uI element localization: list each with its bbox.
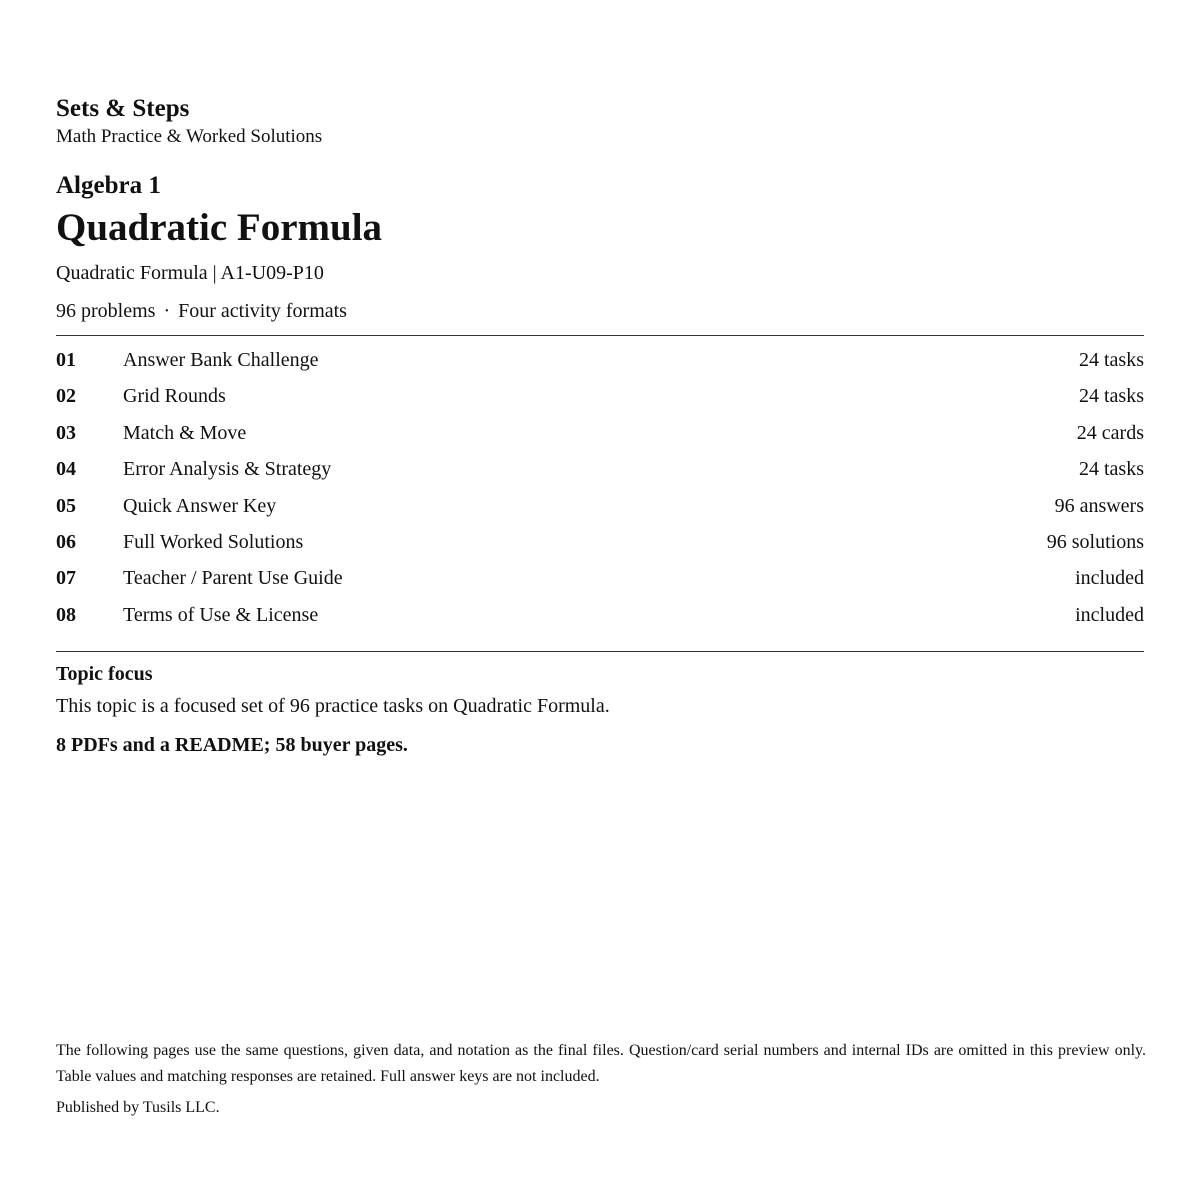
brand-tagline: Math Practice & Worked Solutions xyxy=(56,126,323,147)
contents-row xyxy=(56,597,1144,633)
contents-count: 96 solutions xyxy=(1046,530,1144,553)
contents-label: Error Analysis & Strategy xyxy=(123,458,332,481)
contents-count: included xyxy=(1075,603,1144,626)
contents-number: 03 xyxy=(56,421,76,444)
contents-label: Terms of Use & License xyxy=(123,603,319,626)
contents-label: Grid Rounds xyxy=(123,385,226,408)
contents-row xyxy=(56,415,1144,451)
contents-list xyxy=(56,342,1144,633)
contents-number: 07 xyxy=(56,567,76,590)
contents-label: Quick Answer Key xyxy=(123,494,277,517)
contents-label: Teacher / Parent Use Guide xyxy=(123,567,343,590)
contents-count: 24 tasks xyxy=(1079,458,1144,481)
contents-number: 05 xyxy=(56,494,76,517)
format-count: Four activity formats xyxy=(178,300,347,322)
files-summary: 8 PDFs and a README; 58 buyer pages. xyxy=(56,734,408,756)
problem-count: 96 problems xyxy=(56,300,156,322)
contents-row xyxy=(56,560,1144,596)
contents-count: 96 answers xyxy=(1054,494,1144,517)
product-code: Quadratic Formula | A1-U09-P10 xyxy=(56,262,324,284)
contents-row xyxy=(56,451,1144,487)
summary-line xyxy=(56,297,347,325)
contents-row xyxy=(56,488,1144,524)
publisher-line: Published by Tusils LLC. xyxy=(56,1099,220,1116)
topic-focus-text: This topic is a focused set of 96 practice tasks on Quadratic Formula. xyxy=(56,695,610,717)
page-title: Quadratic Formula xyxy=(56,206,383,249)
document-page xyxy=(56,0,1144,1200)
contents-row xyxy=(56,342,1144,378)
divider-top xyxy=(56,335,1144,336)
contents-number: 04 xyxy=(56,458,76,481)
contents-count: 24 cards xyxy=(1076,421,1144,444)
contents-label: Match & Move xyxy=(123,421,247,444)
contents-number: 06 xyxy=(56,530,76,553)
contents-row xyxy=(56,524,1144,560)
brand-name: Sets & Steps xyxy=(56,95,190,122)
contents-number: 01 xyxy=(56,349,76,371)
summary-separator: · xyxy=(163,300,171,322)
contents-label: Answer Bank Challenge xyxy=(123,349,319,371)
course-name: Algebra 1 xyxy=(56,172,161,199)
divider-bottom xyxy=(56,651,1144,652)
contents-label: Full Worked Solutions xyxy=(123,530,304,553)
contents-count: included xyxy=(1075,567,1144,590)
contents-count: 24 tasks xyxy=(1079,385,1144,408)
contents-count: 24 tasks xyxy=(1079,349,1144,371)
topic-focus-heading: Topic focus xyxy=(56,663,153,685)
preview-notice: The following pages use the same questions, given data, and notation as the final files. Question/card serial numbers and internal IDs are omitted in this preview only. Table values and matching responses are retained. Full answer keys are not included. xyxy=(56,1042,1146,1085)
contents-row xyxy=(56,378,1144,414)
contents-number: 08 xyxy=(56,603,76,626)
contents-number: 02 xyxy=(56,385,76,408)
